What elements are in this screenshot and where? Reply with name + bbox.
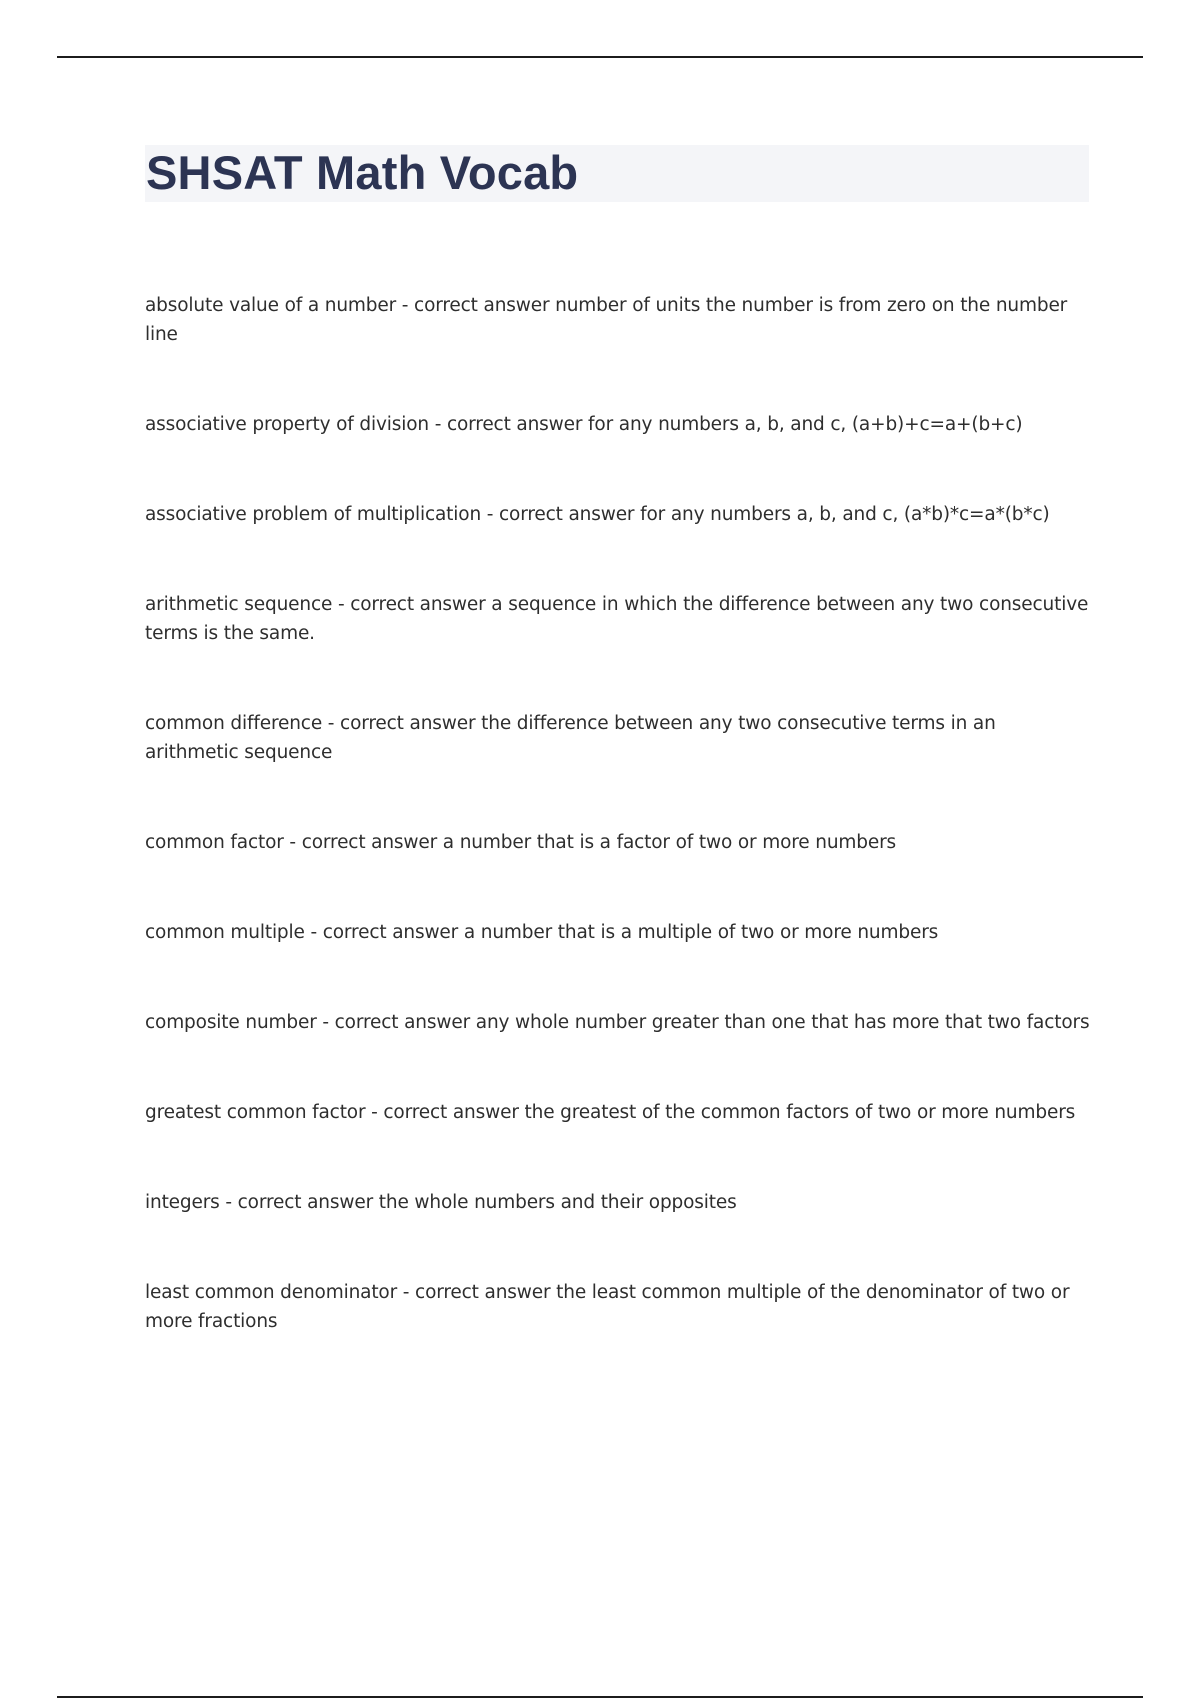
vocab-entry-common-difference: common difference - correct answer the difference between any two consecutive terms in an arithmetic sequence — [145, 713, 996, 763]
vocab-entry-common-multiple: common multiple - correct answer a number that is a multiple of two or more numbers — [145, 922, 939, 943]
page-title: SHSAT Math Vocab — [146, 146, 579, 199]
bottom-rule — [57, 1696, 1143, 1698]
vocab-entry-associative-multiplication: associative problem of multiplication - correct answer for any numbers a, b, and c, (a*b)*c=a*(b*c) — [145, 504, 1050, 525]
vocab-entry-absolute-value: absolute value of a number - correct answer number of units the number is from zero on the number line — [145, 295, 1068, 345]
vocab-list — [145, 291, 1090, 1397]
vocab-entry-associative-division: associative property of division - correct answer for any numbers a, b, and c, (a+b)+c=a+(b+c) — [145, 414, 1023, 435]
top-rule — [57, 56, 1143, 58]
vocab-entry-composite-number: composite number - correct answer any whole number greater than one that has more that two factors — [145, 1012, 1090, 1033]
vocab-entry-integers: integers - correct answer the whole numbers and their opposites — [145, 1192, 737, 1213]
vocab-entry-arithmetic-sequence: arithmetic sequence - correct answer a sequence in which the difference between any two consecutive terms is the same. — [145, 594, 1089, 644]
vocab-entry-common-factor: common factor - correct answer a number that is a factor of two or more numbers — [145, 832, 897, 853]
vocab-entry-greatest-common-factor: greatest common factor - correct answer the greatest of the common factors of two or more numbers — [145, 1102, 1076, 1123]
vocab-entry-least-common-denominator: least common denominator - correct answer the least common multiple of the denominator of two or more fractions — [145, 1282, 1070, 1332]
